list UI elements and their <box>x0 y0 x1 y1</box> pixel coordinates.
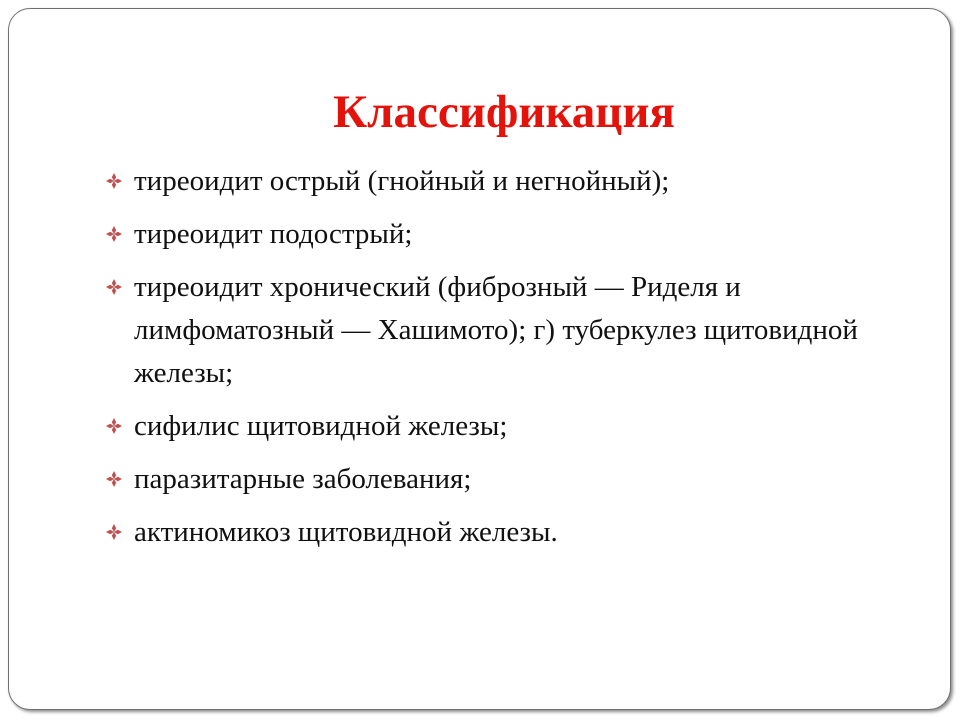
diamond-bullet-icon <box>105 470 123 488</box>
bullet-text: тиреоидит хронический (фиброзный — Риделя и лимфоматозный — Хашимото); г) туберкулез щитовидной железы; <box>134 271 858 389</box>
bullet-text: сифилис щитовидной железы; <box>134 410 508 442</box>
diamond-bullet-icon <box>105 523 123 541</box>
bullet-item-2 <box>104 213 894 256</box>
bullet-list <box>104 160 894 564</box>
bullet-item-6 <box>104 511 894 554</box>
bullet-item-3 <box>104 266 894 395</box>
bullet-text: тиреоидит острый (гнойный и негнойный); <box>134 165 670 197</box>
bullet-text: паразитарные заболевания; <box>134 463 472 495</box>
bullet-item-4 <box>104 405 894 448</box>
bullet-item-5 <box>104 458 894 501</box>
bullet-text: тиреоидит подострый; <box>134 218 413 250</box>
diamond-bullet-icon <box>105 225 123 243</box>
slide-title: Классификация <box>333 86 675 138</box>
bullet-item-1 <box>104 160 894 203</box>
diamond-bullet-icon <box>105 172 123 190</box>
bullet-text: актиномикоз щитовидной железы. <box>134 516 558 548</box>
diamond-bullet-icon <box>105 417 123 435</box>
diamond-bullet-icon <box>105 278 123 296</box>
